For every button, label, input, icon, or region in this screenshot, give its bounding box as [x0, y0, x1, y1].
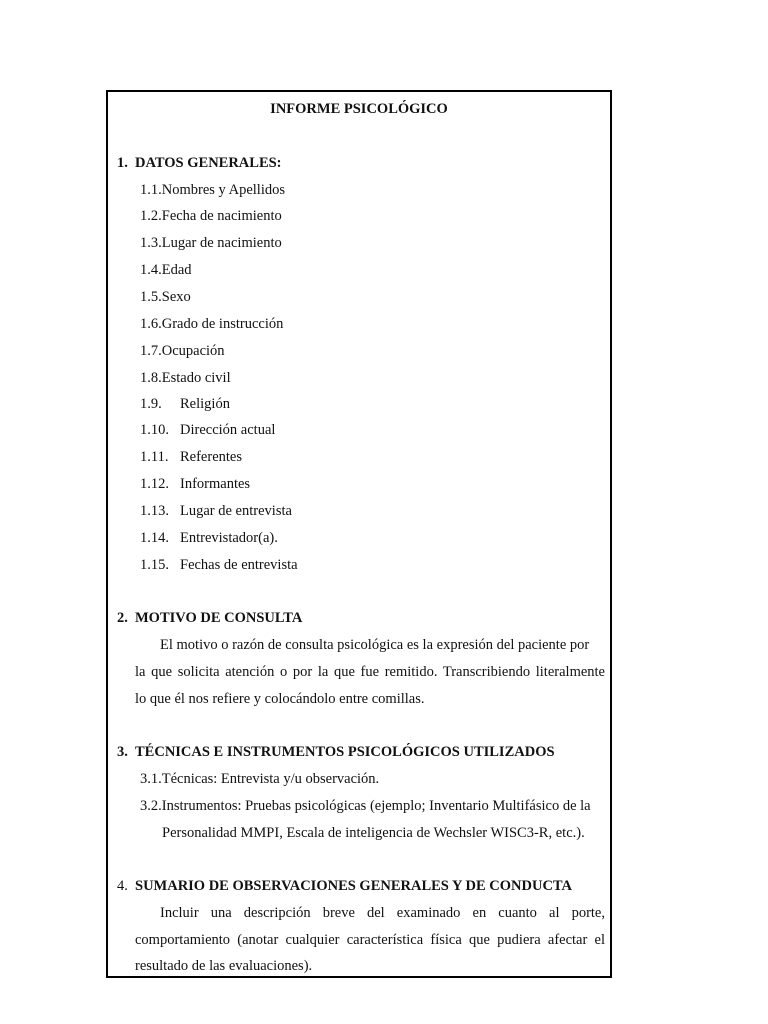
- item-number: 1.9.: [140, 396, 162, 412]
- list-item: [140, 234, 282, 252]
- list-item: [140, 369, 231, 387]
- section-4-heading: SUMARIO DE OBSERVACIONES GENERALES Y DE CONDUCTA: [135, 878, 572, 894]
- list-item: [140, 475, 250, 493]
- list-item: [140, 261, 192, 279]
- document-title: INFORME PSICOLÓGICO: [270, 101, 448, 117]
- item-number: 1.4.: [140, 262, 162, 278]
- list-item: [140, 288, 191, 306]
- item-label: Técnicas: Entrevista y/u observación.: [161, 771, 380, 787]
- item-label: Instrumentos: Pruebas psicológicas (ejemplo; Inventario Multifásico de la: [161, 798, 591, 814]
- paragraph-line: Incluir una descripción breve del examinado en cuanto al porte,: [160, 905, 605, 921]
- section-2-number: 2.: [117, 610, 128, 626]
- section-1-number: 1.: [117, 155, 128, 171]
- list-item: [140, 556, 298, 574]
- item-number: 1.13.: [140, 503, 169, 519]
- list-item: [140, 770, 379, 788]
- item-number: 1.6.: [140, 316, 162, 332]
- item-label: Edad: [161, 262, 192, 278]
- item-number: 3.2.: [140, 798, 162, 814]
- list-item: [140, 315, 283, 333]
- item-label: Nombres y Apellidos: [161, 182, 285, 198]
- item-number: 1.10.: [140, 422, 169, 438]
- list-item: [140, 395, 230, 413]
- item-label: Ocupación: [161, 343, 225, 359]
- item-number: 3.1.: [140, 771, 162, 787]
- item-label: Religión: [180, 396, 230, 412]
- item-label: Sexo: [161, 289, 191, 305]
- section-4-number: 4.: [117, 878, 128, 894]
- item-number: 1.14.: [140, 530, 169, 546]
- section-3-number: 3.: [117, 744, 128, 760]
- item-label: Grado de instrucción: [161, 316, 284, 332]
- section-3-heading: TÉCNICAS E INSTRUMENTOS PSICOLÓGICOS UTILIZADOS: [135, 744, 555, 760]
- item-number: 1.7.: [140, 343, 162, 359]
- list-item: [140, 421, 275, 439]
- paragraph-line: lo que él nos refiere y colocándolo entre comillas.: [135, 691, 425, 707]
- item-number: 1.15.: [140, 557, 169, 573]
- paragraph-line: comportamiento (anotar cualquier característica física que pudiera afectar el: [135, 932, 605, 948]
- list-item: [140, 529, 278, 547]
- section-1-heading: DATOS GENERALES:: [135, 155, 282, 171]
- paragraph-line: resultado de las evaluaciones).: [135, 958, 313, 974]
- item-label: Dirección actual: [180, 422, 276, 438]
- paragraph-line: la que solicita atención o por la que fue remitido. Transcribiendo literalmente: [135, 664, 605, 680]
- paragraph-line: El motivo o razón de consulta psicológica es la expresión del paciente por: [160, 637, 590, 653]
- item-number: 1.8.: [140, 370, 162, 386]
- item-number: 1.2.: [140, 208, 162, 224]
- list-item: [140, 448, 242, 466]
- item-label: Estado civil: [161, 370, 231, 386]
- item-label: Fechas de entrevista: [180, 557, 298, 573]
- item-number: 1.3.: [140, 235, 162, 251]
- section-2-heading: MOTIVO DE CONSULTA: [135, 610, 303, 626]
- item-label: Fecha de nacimiento: [161, 208, 282, 224]
- item-label: Lugar de nacimiento: [161, 235, 282, 251]
- item-number: 1.1.: [140, 182, 162, 198]
- list-item: [140, 181, 285, 199]
- item-label: Referentes: [180, 449, 242, 465]
- list-item-continuation: Personalidad MMPI, Escala de inteligencia de Wechsler WISC3-R, etc.).: [162, 825, 585, 841]
- item-number: 1.12.: [140, 476, 169, 492]
- item-number: 1.5.: [140, 289, 162, 305]
- list-item: [140, 502, 292, 520]
- item-number: 1.11.: [140, 449, 169, 465]
- list-item: [140, 342, 225, 360]
- list-item: [140, 797, 591, 815]
- list-item: [140, 207, 282, 225]
- item-label: Informantes: [180, 476, 251, 492]
- item-label: Lugar de entrevista: [180, 503, 292, 519]
- item-label: Entrevistador(a).: [180, 530, 278, 546]
